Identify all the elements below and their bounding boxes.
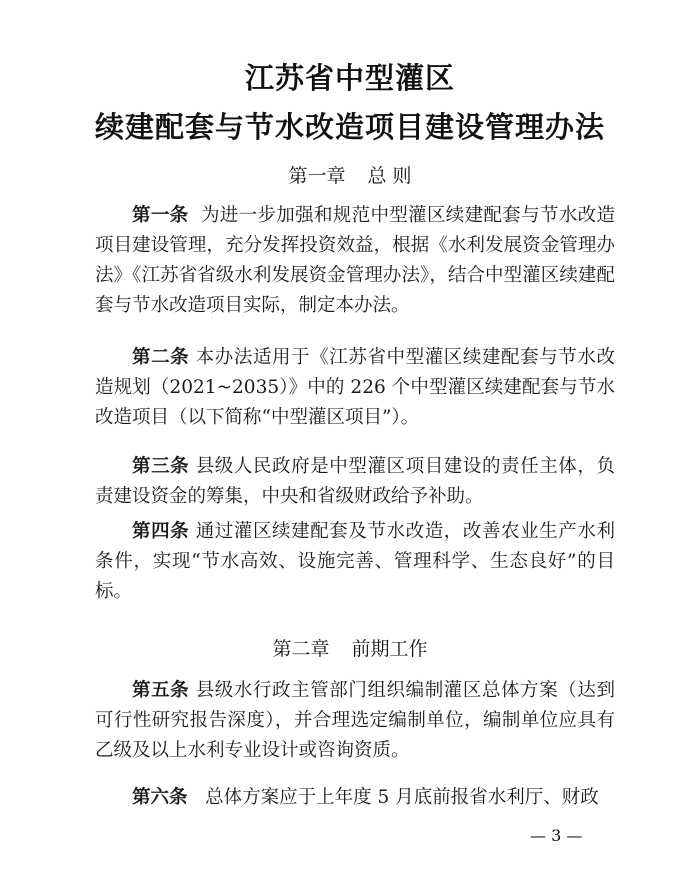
article-text: 总体方案应于上年度 5 月底前报省水利厅、财政 [205, 787, 599, 808]
article-text: 为进一步加强和规范中型灌区续建配套与节水改造项目建设管理，充分发挥投资效益，根据《水利发展资金管理办法》《江苏省省级水利发展资金管理办法》，结合中型灌区续建配套与节水改造项目实际，制定本办法。 [95, 205, 615, 316]
article-paragraph [95, 452, 615, 512]
article-text: 县级人民政府是中型灌区项目建设的责任主体，负责建设资金的筹集，中央和省级财政给予补助。 [95, 456, 615, 507]
article-paragraph [95, 201, 615, 321]
chapter-heading-2 [0, 634, 700, 661]
page-number: — 3 — [530, 826, 583, 845]
chapter-number: 第一章 [288, 165, 346, 187]
article-label: 第一条 [132, 205, 189, 226]
article-paragraph [95, 343, 615, 433]
article-text: 通过灌区续建配套及节水改造，改善农业生产水利条件，实现“节水高效、设施完善、管理科学、生态良好”的目标。 [95, 521, 615, 602]
chapter-heading-1 [0, 161, 700, 188]
document-title-line1: 江苏省中型灌区 [244, 61, 455, 95]
article-text: 本办法适用于《江苏省中型灌区续建配套与节水改造规划（2021~2035）》中的 226 个中型灌区续建配套与节水改造项目（以下简称“中型灌区项目”）。 [95, 347, 615, 428]
document-title-line2: 续建配套与节水改造项目建设管理办法 [94, 110, 605, 144]
chapter-name: 前期工作 [351, 638, 428, 660]
article-label: 第二条 [132, 347, 190, 368]
article-paragraph [95, 517, 615, 607]
chapter-number: 第二章 [272, 638, 330, 660]
article-paragraph [95, 676, 615, 766]
article-label: 第五条 [132, 680, 190, 701]
article-label: 第六条 [132, 787, 188, 808]
article-label: 第四条 [132, 521, 190, 542]
article-paragraph [95, 783, 615, 813]
chapter-name: 总 则 [367, 165, 412, 187]
article-label: 第三条 [132, 456, 190, 477]
article-text: 县级水行政主管部门组织编制灌区总体方案（达到可行性研究报告深度），并合理选定编制单位，编制单位应具有乙级及以上水利专业设计或咨询资质。 [95, 680, 615, 761]
